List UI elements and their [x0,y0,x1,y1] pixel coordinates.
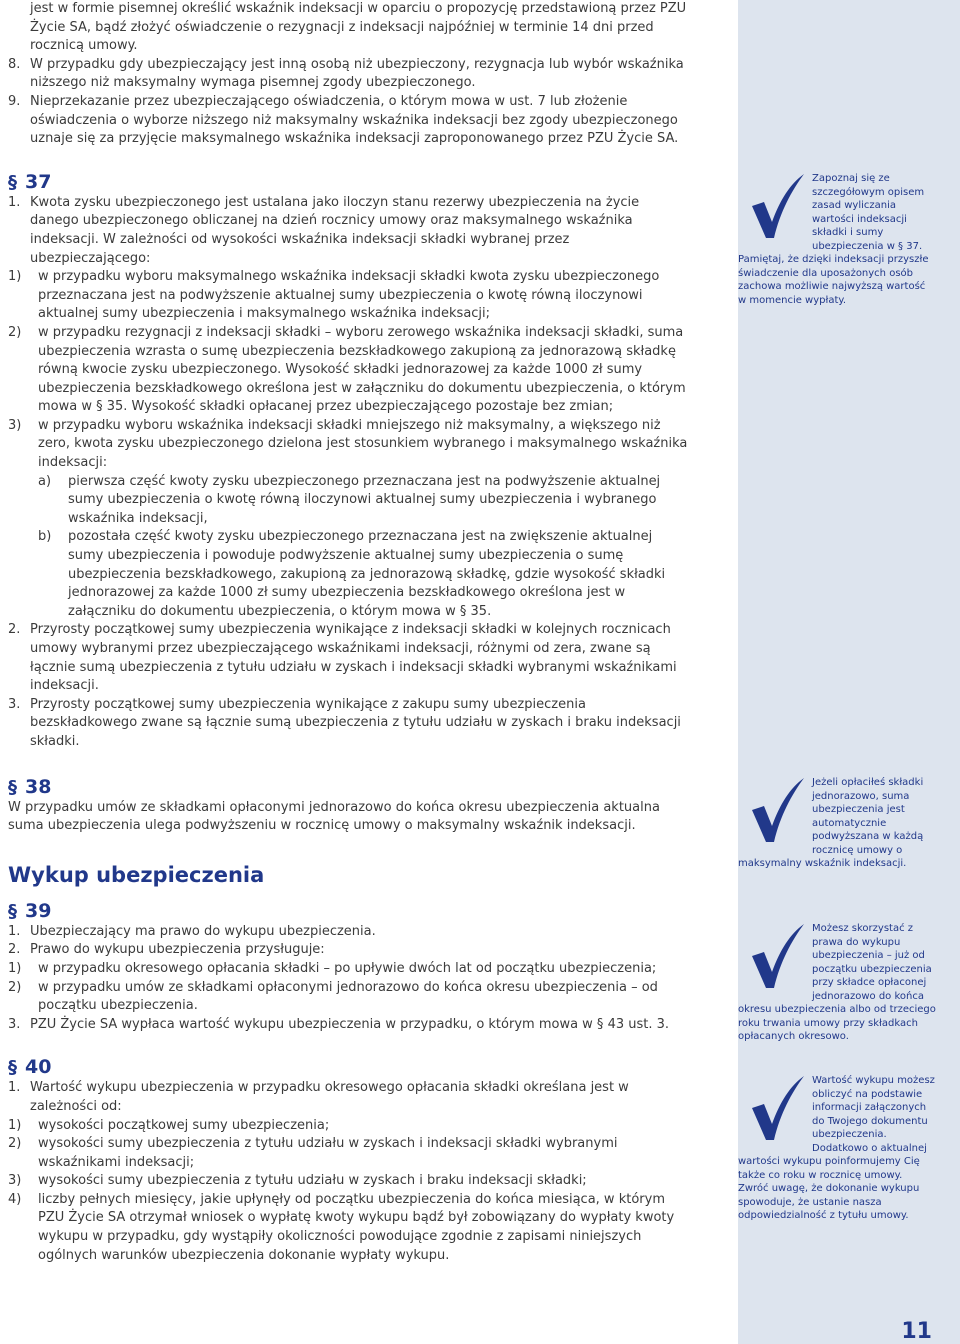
s37-item-1-3-a: a) pierwsza część kwoty zysku ubezpieczonego przeznaczana jest na podwyższenie aktualnej sumy ubezpieczenia o kwotę równą iloczynowi aktualnej sumy ubezpieczenia i wybranego wskaźnika indeksacji, [38,473,661,526]
section-39-heading: § 39 [8,899,52,922]
s37-item-1-2: 2) w przypadku rezygnacji z indeksacji składki – wyboru zerowego wskaźnika indeksacji składki, suma ubezpieczenia wzrasta o sumę ubezpieczenia bezskładkowego zakupioną za jednorazową składkę równą kwocie zysku ubezpieczonego. Wysokość składki jednorazowej za każde 1000 zł sumy ubezpieczenia bezskładkowego określona jest w załączniku do dokumentu ubezpieczenia, o którym mowa w § 35. Wysokość składki opłacanej przez ubezpieczającego pozostaje bez zmian; [8,324,686,415]
s40-item-1: 1. Wartość wykupu ubezpieczenia w przypadku okresowego opłacania składki określana jest w zależności od: [8,1080,629,1114]
checkmark-icon [750,1076,806,1142]
list-item-9: 9. Nieprzekazanie przez ubezpieczającego oświadczenia, o którym mowa w ust. 7 lub złożenie oświadczenia o wyborze niższego niż maksymalny wskaźnika indeksacji bez zgody ubezpieczonego uznaje się za przyjęcie maksymalnego wskaźnika indeksacji zaproponowanego przez PZU Życie SA. [8,93,679,147]
s40-item-1-2: 2) wysokości sumy ubezpieczenia z tytułu udziału w zyskach i indeksacji składki wybranymi wskaźnikami indeksacji; [8,1136,618,1170]
s39-item-2: 2. Prawo do wykupu ubezpieczenia przysługuje: [8,942,325,958]
checkmark-icon [750,924,806,990]
list-item-8: 8. W przypadku gdy ubezpieczający jest inną osobą niż ubezpieczony, rezygnacja lub wybór wskaźnika niższego niż maksymalny wymaga pisemnej zgody ubezpieczonego. [8,56,684,91]
checkmark-icon [750,174,806,240]
s37-item-1-1: 1) w przypadku wyboru maksymalnego wskaźnika indeksacji składki kwota zysku ubezpieczonego przeznaczana jest na podwyższenie aktualnej sumy ubezpieczenia o kwotę równą iloczynowi aktualnej sumy ubezpieczenia i maksymalnego wskaźnika indeksacji; [8,269,660,322]
section-title: Wykup ubezpieczenia [8,862,265,887]
continued-paragraph: jest w formie pisemnej określić wskaźnik indeksacji w oparciu o propozycję przedstawioną przez PZU Życie SA, bądź złożyć oświadczenie o rezygnacji z indeksacji najpóźniej w terminie 14 dni przed rocznicą umowy. [30,1,687,54]
section-38-heading: § 38 [8,775,52,798]
s39-item-1: 1. Ubezpieczający ma prawo do wykupu ubezpieczenia. [8,923,376,939]
s40-item-1-1: 1) wysokości początkowej sumy ubezpieczenia; [8,1117,330,1133]
s37-item-2: 2. Przyrosty początkowej sumy ubezpieczenia wynikające z indeksacji składki w kolejnych rocznicach umowy wybranymi przez ubezpieczającego wskaźnikami indeksacji, różnymi od zera, zwane są łącznie sumą ubezpieczenia z tytułu udziału w zyskach i indeksacji składki wybranymi wskaźnikami indeksacji. [8,622,677,694]
section-icon: § [8,776,17,798]
section-icon: § [8,171,17,193]
sidebar-note-2: Jeżeli opłaciłeś składki jednorazowo, suma ubezpieczenia jest automatycznie podwyższana w każdą rocznicę umowy o maksymalny wskaźnik indeksacji. [738,777,924,869]
s37-item-1-3: 3) w przypadku wyboru wskaźnika indeksacji składki mniejszego niż maksymalny, a większego niż zero, kwota zysku ubezpieczonego dzielona jest stosunkiem wybranego i maksymalnego wskaźnika indeksacji: [8,417,688,471]
checkmark-icon [750,778,806,844]
s39-item-3: 3. PZU Życie SA wypłaca wartość wykupu ubezpieczenia w przypadku, o którym mowa w § 43 ust. 3. [8,1016,670,1032]
section-icon: § [8,900,17,922]
sidebar-note-1: Zapoznaj się ze szczegółowym opisem zasad wyliczania wartości indeksacji składki i sumy ubezpieczenia w § 37. Pamiętaj, że dzięki indeksacji przyszłe świadczenie dla uposażonych osób zachowa możliwie najwyższą wartość w momencie wypłaty. [738,173,929,306]
section-icon: § [8,1057,17,1079]
s38-text: W przypadku umów ze składkami opłaconymi jednorazowo do końca okresu ubezpieczenia aktualna suma ubezpieczenia ulega podwyższeniu w rocznicę umowy o maksymalny wskaźnik indeksacji. [8,799,660,834]
s40-item-1-3: 3) wysokości sumy ubezpieczenia z tytułu udziału w zyskach i braku indeksacji składki; [8,1173,587,1189]
section-40-heading: § 40 [8,1056,52,1079]
main-content [8,0,688,1265]
sidebar-note-3: Możesz skorzystać z prawa do wykupu ubezpieczenia – już od początku ubezpieczenia przy składce opłaconej jednorazowo do końca okresu ubezpieczenia albo od trzeciego roku trwania umowy przy składkach opłacanych okresowo. [738,923,936,1042]
s37-item-1-3-b: b) pozostała część kwoty zysku ubezpieczonego przeznaczana jest na zwiększenie aktualnej sumy ubezpieczenia i powoduje podwyższenie aktualnej sumy ubezpieczenia o sumę ubezpieczenia bezskładkowego, zakupioną za jednorazową składkę, gdzie wysokość składki jednorazowej za każde 1000 zł sumy ubezpieczenia bezskładkowego określona jest w załączniku do dokumentu ubezpieczenia, o którym mowa w § 35. [38,529,666,619]
page-number: 11 [901,1319,932,1344]
s37-item-3: 3. Przyrosty początkowej sumy ubezpieczenia wynikające z zakupu sumy ubezpieczenia bezskładkowego zwane są łącznie sumą ubezpieczenia z tytułu udziału w zyskach i braku indeksacji składki. [8,696,681,749]
s37-item-1: 1. Kwota zysku ubezpieczonego jest ustalana jako iloczyn stanu rezerwy ubezpieczenia na życie danego ubezpieczonego obliczanej na dzień rocznicy umowy oraz maksymalnego wskaźnika indeksacji. W zależności od wysokości wskaźnika indeksacji składki wybranej przez ubezpieczającego: [8,194,640,266]
sidebar-note-4: Wartość wykupu możesz obliczyć na podstawie informacji załączonych do Twojego dokumentu ubezpieczenia. Dodatkowo o aktualnej wartości wykupu poinformujemy Cię także co roku w rocznicę umowy. Zwróć uwagę, że dokonanie wykupu spowoduje, że ustanie nasza odpowiedzialność z tytułu umowy. [738,1075,935,1221]
s40-item-1-4: 4) liczby pełnych miesięcy, jakie upłynęły od początku ubezpieczenia do końca miesiąca, w którym PZU Życie SA otrzymał wniosek o wypłatę kwoty wykupu bądź był zobowiązany do wypłaty kwoty wykupu w przypadku, gdy wystąpiły okoliczności powodujące zgodnie z zapisami niniejszych ogólnych warunków ubezpieczenia dokonanie wypłaty wykupu. [8,1191,675,1263]
s39-item-2-2: 2) w przypadku umów ze składkami opłaconymi jednorazowo do końca okresu ubezpieczenia – od początku ubezpieczenia. [8,979,658,1014]
section-37-heading: § 37 [8,170,52,193]
s39-item-2-1: 1) w przypadku okresowego opłacania składki – po upływie dwóch lat od początku ubezpieczenia; [8,960,657,976]
